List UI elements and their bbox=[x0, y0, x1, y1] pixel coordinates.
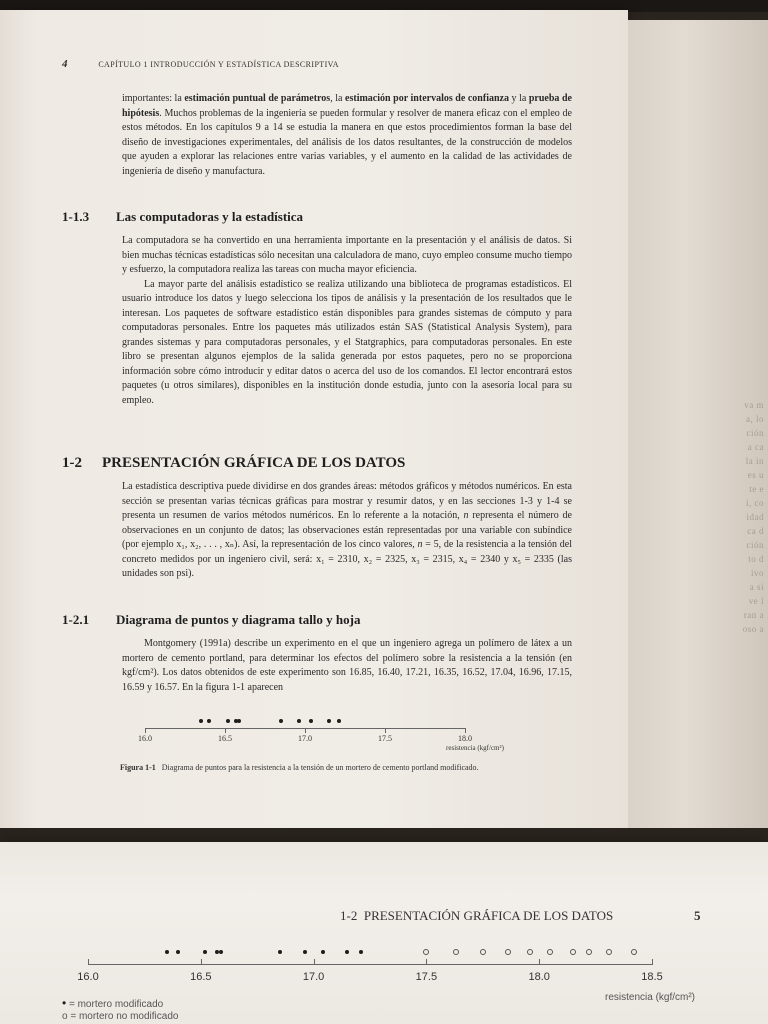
edge-text-fragment: ve l bbox=[748, 596, 764, 606]
unmodified-data-point bbox=[547, 949, 553, 955]
modified-data-point bbox=[203, 950, 207, 954]
modified-data-point bbox=[321, 950, 325, 954]
modified-data-point bbox=[215, 950, 219, 954]
data-point bbox=[226, 719, 230, 723]
edge-text-fragment: va m bbox=[744, 400, 764, 410]
x-tick bbox=[539, 959, 540, 965]
intro-paragraph bbox=[122, 92, 572, 179]
x-tick-label: 16.0 bbox=[77, 971, 99, 983]
running-head bbox=[62, 58, 339, 70]
section-number: 1-2.1 bbox=[62, 612, 90, 627]
text-run: importantes: la bbox=[122, 93, 185, 104]
section-heading-1-1-3 bbox=[62, 209, 303, 225]
x-tick bbox=[426, 959, 427, 965]
edge-text-fragment: ivo bbox=[750, 568, 764, 578]
caption-text: Diagrama de puntos para la resistencia a la tensión de un mortero de cemento portland modificado. bbox=[161, 763, 479, 772]
x-tick bbox=[385, 728, 386, 733]
emphasis-term: prueba de hipótesis bbox=[122, 93, 572, 119]
x-tick-label: 18.0 bbox=[528, 971, 550, 983]
edge-text-fragment: to d bbox=[748, 554, 764, 564]
x-tick bbox=[465, 728, 466, 733]
computers-section-body bbox=[122, 234, 572, 408]
math-var: n bbox=[417, 539, 423, 550]
legend-label: = mortero modificado bbox=[68, 999, 164, 1010]
unmodified-data-point bbox=[606, 949, 612, 955]
figure-caption bbox=[120, 763, 479, 772]
unmodified-data-point bbox=[527, 949, 533, 955]
page2-page-number: 5 bbox=[694, 908, 701, 923]
edge-text-fragment: ran a bbox=[743, 610, 764, 620]
text-run: , la bbox=[330, 93, 346, 104]
section-title: Las computadoras y la estadística bbox=[116, 209, 304, 224]
section-heading-1-2-1 bbox=[62, 612, 360, 628]
unmodified-data-point bbox=[570, 949, 576, 955]
data-point bbox=[309, 719, 313, 723]
x-tick-label: 16.5 bbox=[190, 971, 212, 983]
x-tick-label: 17.0 bbox=[298, 734, 312, 743]
dotplot-section-body bbox=[122, 637, 572, 695]
text-run: . Muchos problemas de la ingeniería se pueden formular y resolver de manera eficaz con el empleo de estos métodos. En los capítulos 9 a 14 se estudia la manera en que estos procedimientos forman la base del diseño de investigaciones experimentales, del análisis de los datos resultantes, de la construcción de modelos que ayuden a explorar las relaciones entre varias variables, y el aumento en la calidad de las actividades de ingeniería de diseño y manufactura. bbox=[122, 107, 572, 177]
math-var: n bbox=[463, 510, 469, 521]
edge-text-fragment: es u bbox=[747, 470, 764, 480]
section-title: Diagrama de puntos y diagrama tallo y hoja bbox=[116, 612, 361, 627]
modified-data-point bbox=[345, 950, 349, 954]
data-point bbox=[279, 719, 283, 723]
data-point bbox=[207, 719, 211, 723]
data-point bbox=[337, 719, 341, 723]
unmodified-data-point bbox=[423, 949, 429, 955]
x-tick bbox=[305, 728, 306, 733]
x-tick-label: 18.5 bbox=[641, 971, 663, 983]
text-run: = 5, de la resistencia a la tensión del concreto medidos por un ingeniero civil, será: x₁ = 2310, x₂ = 2325, x₃ = 2315, x₄ = 2340 y x₅ = 2335 (las unidades son psi). bbox=[122, 539, 573, 579]
text-run: La estadística descriptiva puede dividirse en dos grandes áreas: métodos gráficos y métodos numéricos. En esta sección se presentan varias técnicas gráficas para mostrar y resumir datos, y en las secciones 1-3 y 1-4 se presenta un resumen de varios métodos numéricos. En lo referente a la notación, bbox=[122, 481, 572, 521]
page-number: 4 bbox=[62, 58, 68, 70]
edge-text-fragment: i, co bbox=[746, 498, 764, 508]
x-tick-label: 18.0 bbox=[458, 734, 472, 743]
adjacent-page-edge bbox=[628, 20, 768, 840]
dot-diagram-figure-1-1 bbox=[120, 708, 520, 768]
unmodified-data-point bbox=[480, 949, 486, 955]
paragraph: La computadora se ha convertido en una herramienta importante en la presentación y el análisis de datos. Si bien muchas técnicas estadísticas sólo necesitan una calculadora de mano, cuyo empleo consume mucho tiempo y esfuerzo, la computadora realiza las tareas con mucha mayor eficiencia. bbox=[122, 235, 572, 275]
edge-text-fragment: ción bbox=[746, 428, 764, 438]
edge-text-fragment: a si bbox=[749, 582, 764, 592]
x-tick bbox=[201, 959, 202, 965]
modified-data-point bbox=[359, 950, 363, 954]
x-tick bbox=[314, 959, 315, 965]
x-axis-label: resistencia (kgf/cm²) bbox=[446, 744, 504, 752]
section-heading-1-2 bbox=[62, 455, 405, 472]
paragraph: La mayor parte del análisis estadístico se realiza utilizando una biblioteca de programas estadísticos. El usuario introduce los datos y luego selecciona los tipos de análisis y la presentación de los resultados que le interesan. Los paquetes de software estadístico están disponibles para grandes sistemas de cómputo y para computadoras personales. Entre los paquetes más utilizados están SAS (Statistical Analysis System), para grandes sistemas y para computadoras personales, y el Statgraphics, para computadoras personales. En este libro se presentan algunos ejemplos de la salida generada por estos paquetes, pero no se proporciona información sobre cómo introducir y editar datos o acerca del uso de los comandos. El lector encontrará estos paquetes (u otros similares), disponibles en la institución donde estudia, junto con la asesoría local para su empleo. bbox=[122, 278, 572, 406]
edge-text-fragment: te e bbox=[749, 484, 764, 494]
caption-label: Figura 1-1 bbox=[120, 763, 156, 772]
section-number: 1-1.3 bbox=[62, 209, 90, 224]
graphics-section-body bbox=[122, 480, 572, 582]
legend-modified bbox=[62, 996, 163, 1010]
edge-text-fragment: a, lo bbox=[746, 414, 764, 424]
unmodified-data-point bbox=[453, 949, 459, 955]
modified-data-point bbox=[303, 950, 307, 954]
section-title: PRESENTACIÓN GRÁFICA DE LOS DATOS bbox=[102, 455, 406, 471]
x-tick-label: 17.5 bbox=[378, 734, 392, 743]
data-point bbox=[199, 719, 203, 723]
edge-text-fragment: idad bbox=[746, 512, 764, 522]
data-point bbox=[297, 719, 301, 723]
text-run: y la bbox=[508, 93, 529, 104]
header-section-number: 1-2 bbox=[340, 908, 358, 923]
edge-text-fragment: ción bbox=[746, 540, 764, 550]
unmodified-data-point bbox=[631, 949, 637, 955]
legend-filled-dot-icon: • bbox=[62, 996, 67, 1010]
x-axis-label: resistencia (kgf/cm²) bbox=[604, 992, 696, 1003]
data-point bbox=[237, 719, 241, 723]
x-tick-label: 17.5 bbox=[415, 971, 438, 983]
x-tick bbox=[225, 728, 226, 733]
modified-data-point bbox=[165, 950, 169, 954]
emphasis-term: estimación puntual de parámetros bbox=[184, 93, 331, 104]
unmodified-data-point bbox=[505, 949, 511, 955]
header-title: PRESENTACIÓN GRÁFICA DE LOS DATOS bbox=[363, 908, 614, 923]
edge-text-fragment: a ca bbox=[747, 442, 764, 452]
x-axis-line bbox=[88, 964, 652, 965]
emphasis-term: estimación por intervalos de confianza bbox=[345, 93, 509, 104]
data-point bbox=[327, 719, 331, 723]
x-tick bbox=[652, 959, 653, 965]
running-head-text: CAPÍTULO 1 INTRODUCCIÓN Y ESTADÍSTICA DESCRIPTIVA bbox=[98, 60, 339, 69]
section-number: 1-2 bbox=[62, 455, 82, 471]
x-tick bbox=[88, 959, 89, 965]
x-tick-label: 17.0 bbox=[302, 971, 325, 983]
edge-text-fragment: oso a bbox=[742, 624, 764, 634]
x-tick-label: 16.0 bbox=[138, 734, 152, 743]
legend-label: = mortero no modificado bbox=[70, 1011, 179, 1022]
modified-data-point bbox=[176, 950, 180, 954]
unmodified-data-point bbox=[586, 949, 592, 955]
x-tick-label: 16.5 bbox=[218, 734, 232, 743]
legend-unmodified bbox=[62, 1011, 178, 1022]
paragraph: Montgomery (1991a) describe un experimento en el que un ingeniero agrega un polímero de látex a un mortero de cemento portland, para determinar los efectos del polímero sobre la resistencia a la tensión (en kgf/cm²). Los datos obtenidos de este experimento son 16.85, 16.40, 17.21, 16.35, 16.52, 17.04, 16.96, 17.15, 16.59 y 16.57. En la figura 1-1 aparecen bbox=[122, 638, 572, 693]
legend-open-dot-icon: o bbox=[62, 1011, 68, 1022]
page2-running-head bbox=[340, 908, 613, 924]
edge-text-fragment: la in bbox=[745, 456, 764, 466]
edge-text-fragment: ca d bbox=[747, 526, 764, 536]
modified-data-point bbox=[219, 950, 223, 954]
text-run: representa el número de observaciones en un conjunto de datos; las observaciones están representadas por una variable con subíndice (por ejemplo x₁, x₂, . . . , xₙ). Así, la representación de los cinco valores, bbox=[122, 510, 573, 550]
x-tick bbox=[145, 728, 146, 733]
modified-data-point bbox=[278, 950, 282, 954]
